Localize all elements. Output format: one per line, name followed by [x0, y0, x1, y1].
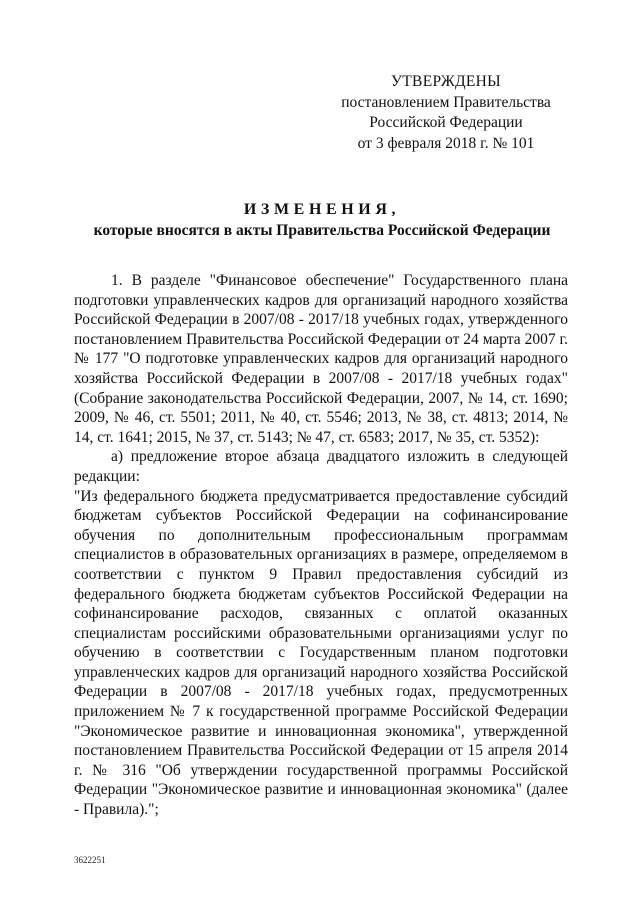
approval-stamp [330, 72, 562, 154]
quoted-text: "Из федерального бюджета предусматривается предоставление субсидий бюджетам субъектов Российской Федерации на софинансирование обучения по дополнительным профессиональным программам специалистов в образовательных организациях в размере, определяемом в соответствии с пунктом 9 Правил предоставления субсидий из федерального бюджета бюджетам субъектов Российской Федерации на софинансирование расходов, связанных с оплатой оказанных специалистам российскими образовательными организациями услуг по обучению в соответствии с Государственным планом подготовки управленческих кадров для организаций народного хозяйства Российской Федерации в 2007/08 - 2017/18 учебных годах, предусмотренных приложением № 7 к государственной программе Российской Федерации "Экономическое развитие и инновационная экономика", утвержденной постановлением Правительства Российской Федерации от 15 апреля 2014 г. № 316 "Об утверждении государственной программы Российской Федерации "Экономическое развитие и инновационная экономика" (далее - Правила)."; [74, 487, 568, 819]
approval-line-1: постановлением Правительства [341, 93, 551, 111]
paragraph-2: а) предложение второе абзаца двадцатого изложить в следующей редакции: [74, 448, 568, 485]
document-body [74, 271, 568, 820]
heading-title: ИЗМЕНЕНИЯ, [243, 201, 401, 218]
approval-line-3: от 3 февраля 2018 г. № 101 [357, 134, 535, 152]
heading-subtitle: которые вносятся в акты Правительства Российской Федерации [93, 222, 551, 239]
document-heading [74, 200, 570, 241]
approval-line-2: Российской Федерации [369, 114, 523, 131]
approval-title: УТВЕРЖДЕНЫ [391, 73, 501, 90]
paragraph-1: 1. В разделе "Финансовое обеспечение" Государственного плана подготовки управленческих кадров для организаций народного хозяйства Российской Федерации в 2007/08 - 2017/18 учебных годах, утвержденного постановлением Правительства Российской Федерации от 24 марта 2007 г. № 177 "О подготовке управленческих кадров для организаций народного хозяйства Российской Федерации в 2007/08 - 2017/18 учебных годах" (Собрание законодательства Российской Федерации, 2007, № 14, ст. 1690; 2009, № 46, ст. 5501; 2011, № 40, ст. 5546; 2013, № 38, ст. 4813; 2014, № 14, ст. 1641; 2015, № 37, ст. 5143; № 47, ст. 6583; 2017, № 35, ст. 5352): [74, 272, 568, 446]
document-number: 3622251 [74, 855, 106, 865]
